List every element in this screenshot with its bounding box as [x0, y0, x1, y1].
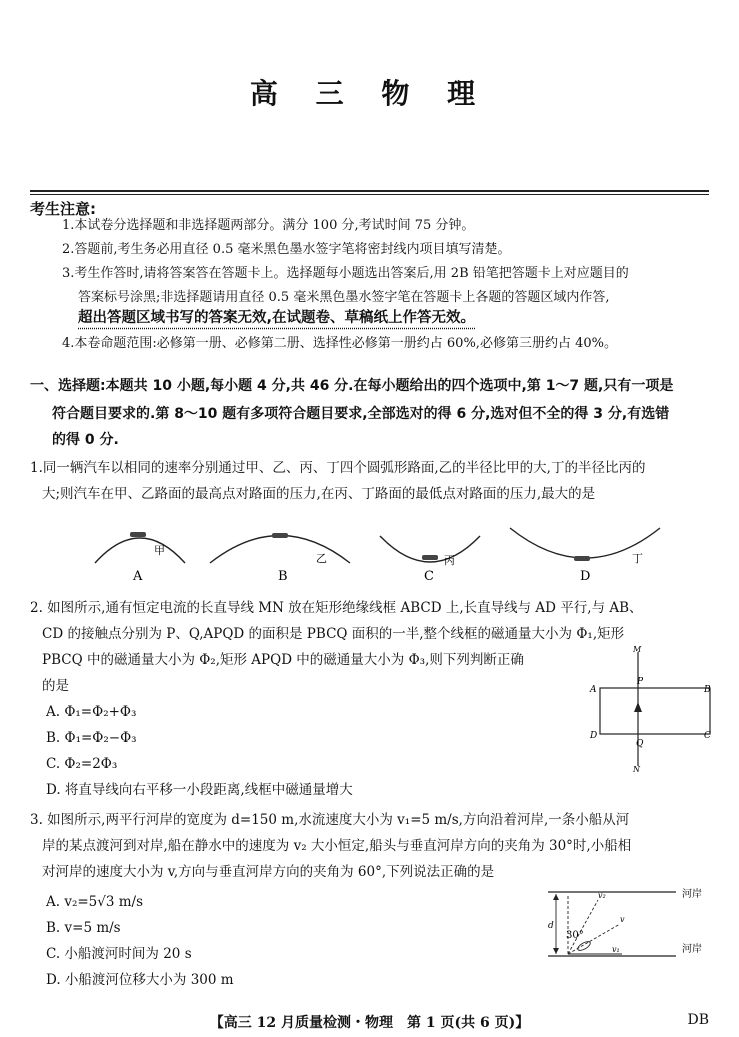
section-heading: 一、选择题:本题共 10 小题,每小题 4 分,共 46 分.在每小题给出的四个选项中,第 1～7 题,只有一项是: [30, 378, 674, 394]
bank-label-bottom: 河岸: [682, 944, 702, 955]
option-label-c: C: [424, 569, 434, 584]
note-emphasis-text: 超出答题区域书写的答案无效,在试题卷、草稿纸上作答无效。: [78, 310, 476, 326]
road-label-c: 丙: [444, 554, 455, 567]
q1-text: 大;则汽车在甲、乙路面的最高点对路面的压力,在丙、丁路面的最低点对路面的压力,最大的是: [42, 486, 596, 502]
note-item: 4.本卷命题范围:必修第一册、必修第二册、选择性必修第一册约占 60%,必修第三册约占 40%。: [62, 336, 617, 351]
q3-option-b: B. v=5 m/s: [46, 920, 121, 936]
section-heading-line: 的得 0 分.: [52, 432, 119, 448]
label-p: P: [637, 677, 644, 687]
q2-text: 2. 如图所示,通有恒定电流的长直导线 MN 放在矩形绝缘线框 ABCD 上,长直导线与 AD 平行,与 AB、: [30, 600, 643, 616]
car-icon: [422, 555, 438, 560]
car-icon: [130, 532, 146, 537]
road-arc-a: [95, 538, 185, 563]
footer-code: DB: [687, 1012, 709, 1028]
label-m: M: [633, 645, 642, 654]
label-v1: v₁: [612, 945, 620, 954]
label-v: v: [620, 915, 625, 924]
q3-text: 岸的某点渡河到对岸,船在静水中的速度为 v₂ 大小恒定,船头与垂直河岸方向的夹角为 30°时,小船相: [42, 838, 632, 854]
page-footer: 【高三 12 月质量检测・物理 第 1 页(共 6 页)】: [209, 1015, 530, 1031]
q2-option-c: C. Φ₂=2Φ₃: [46, 756, 118, 772]
q2-text: CD 的接触点分别为 P、Q,APQD 的面积是 PBCQ 面积的一半,整个线框的磁通量大小为 Φ₁,矩形: [42, 626, 625, 642]
arrow-up-icon: [553, 894, 559, 900]
q2-option-a: A. Φ₁=Φ₂+Φ₃: [46, 704, 137, 720]
section-heading-line: 符合题目要求的.第 8～10 题有多项符合题目要求,全部选对的得 6 分,选对但不全的得 3 分,有选错: [52, 406, 670, 422]
v2-vector: [568, 900, 598, 954]
note-item: 1.本试卷分选择题和非选择题两部分。满分 100 分,考试时间 75 分钟。: [62, 218, 475, 233]
q1-text: 1.同一辆汽车以相同的速率分别通过甲、乙、丙、丁四个圆弧形路面,乙的半径比甲的大,丁的半径比丙的: [30, 460, 646, 476]
q3-option-c: C. 小船渡河时间为 20 s: [46, 946, 192, 962]
label-b: B: [704, 685, 711, 695]
notes-heading: 考生注意:: [30, 200, 96, 218]
option-label-a: A: [133, 569, 143, 584]
note-item: 2.答题前,考生务必用直径 0.5 毫米黑色墨水签字笔将密封线内项目填写清楚。: [62, 242, 511, 257]
q3-text: 3. 如图所示,两平行河岸的宽度为 d=150 m,水流速度大小为 v₁=5 m/s,方向沿着河岸,一条小船从河: [30, 812, 630, 828]
car-icon: [272, 533, 288, 538]
q3-text: 对河岸的速度大小为 v,方向与垂直河岸方向的夹角为 60°,下列说法正确的是: [42, 864, 495, 880]
label-v2: v₂: [598, 891, 606, 900]
label-d: d: [548, 921, 554, 931]
label-angle: 30°: [566, 930, 584, 941]
label-a: A: [590, 685, 597, 695]
q2-text: 的是: [42, 678, 69, 694]
q2-option-b: B. Φ₁=Φ₂−Φ₃: [46, 730, 137, 746]
q2-text: PBCQ 中的磁通量大小为 Φ₂,矩形 APQD 中的磁通量大小为 Φ₃,则下列判断正确: [42, 652, 524, 668]
arrow-down-icon: [553, 948, 559, 954]
q3-option-a: A. v₂=5√3 m/s: [46, 894, 144, 910]
q2-option-d: D. 将直导线向右平移一小段距离,线框中磁通量增大: [46, 782, 353, 798]
header-rule: [30, 190, 709, 192]
road-label-b: 乙: [316, 552, 327, 565]
road-label-d: 丁: [632, 552, 643, 565]
note-item-emphasis: [78, 306, 733, 331]
header-rule-thin: [30, 194, 709, 195]
car-icon: [574, 556, 590, 561]
boat-icon: [576, 940, 591, 952]
page-title: 高 三 物 理: [249, 77, 490, 110]
note-item: 答案标号涂黑;非选择题请用直径 0.5 毫米黑色墨水签字笔在答题卡上各题的答题区域内作答,: [78, 290, 610, 305]
frame-abcd: [600, 688, 710, 734]
option-label-b: B: [278, 569, 288, 584]
option-label-d: D: [580, 569, 591, 584]
q2-figure: [586, 644, 716, 774]
road-label-a: 甲: [154, 544, 165, 557]
label-c: C: [704, 731, 711, 741]
q3-option-d: D. 小船渡河位移大小为 300 m: [46, 972, 234, 988]
road-arc-b: [210, 536, 350, 564]
bank-label-top: 河岸: [682, 889, 702, 900]
label-q: Q: [636, 739, 644, 749]
q1-figures: [90, 518, 670, 590]
label-d: D: [590, 731, 598, 741]
note-item: 3.考生作答时,请将答案答在答题卡上。选择题每小题选出答案后,用 2B 铅笔把答题卡上对应题目的: [62, 266, 629, 281]
q3-figure: [544, 884, 716, 964]
label-n: N: [633, 765, 640, 774]
current-arrow-icon: [634, 702, 642, 712]
